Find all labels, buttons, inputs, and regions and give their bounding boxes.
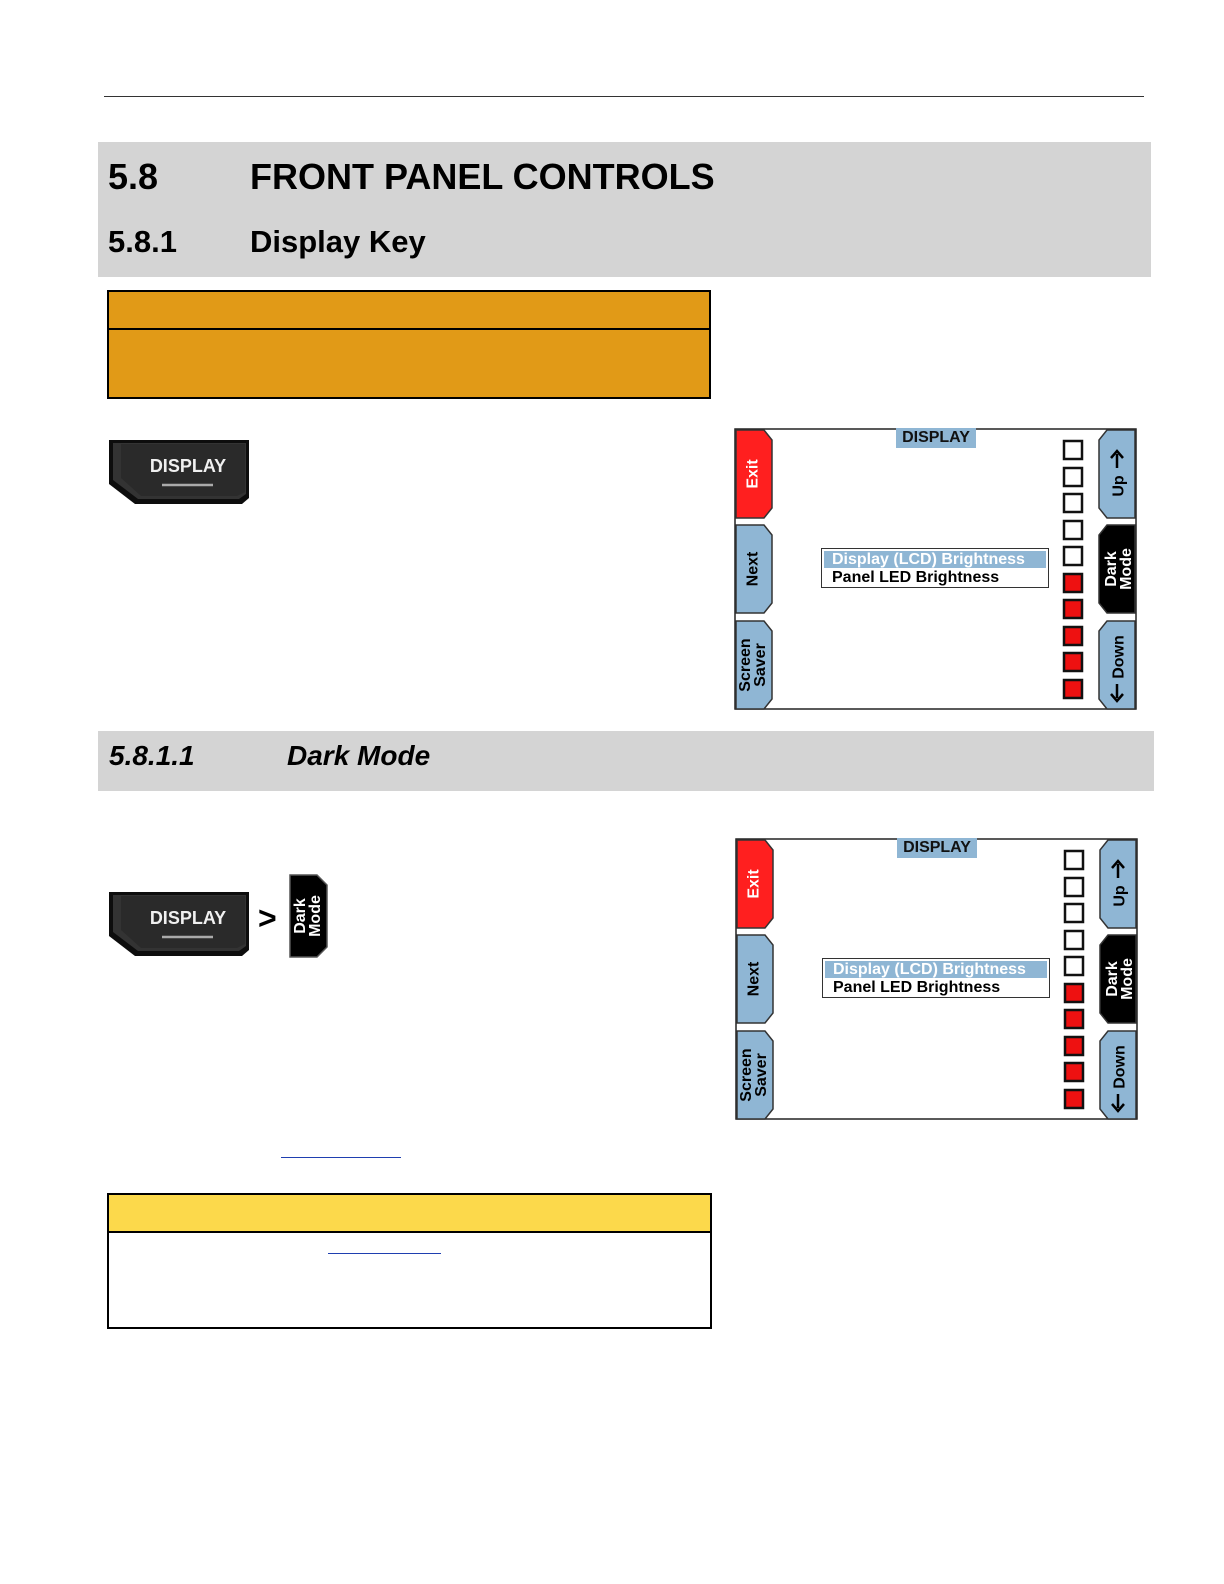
subsubsection-number: 5.8.1.1 — [109, 740, 195, 771]
exit-button[interactable]: Exit — [744, 459, 762, 489]
menu-item-panel-led-brightness[interactable]: Panel LED Brightness — [833, 979, 1001, 996]
subsubsection-title: Dark Mode — [287, 740, 431, 771]
menu-item-panel-led-brightness[interactable]: Panel LED Brightness — [832, 569, 1000, 586]
section-title: FRONT PANEL CONTROLS — [250, 156, 715, 197]
note-box-header — [109, 1195, 710, 1233]
dark-mode-key-label: Dark Mode — [292, 895, 324, 937]
lcd-screen-1 — [734, 428, 1137, 710]
sequence-separator: > — [258, 900, 277, 936]
hyperlink-underline-2[interactable] — [328, 1253, 441, 1254]
down-button[interactable]: Down — [1110, 635, 1128, 679]
down-button[interactable]: Down — [1111, 1045, 1129, 1089]
hyperlink-underline-1[interactable] — [281, 1157, 401, 1158]
subsection-title: Display Key — [250, 224, 426, 259]
screen-title: DISPLAY — [896, 428, 976, 448]
display-key-label: DISPLAY — [149, 456, 227, 476]
header-rule — [104, 96, 1144, 97]
dark-mode-button[interactable]: Dark Mode — [1103, 548, 1135, 590]
menu-item-lcd-brightness[interactable]: Display (LCD) Brightness — [825, 961, 1047, 978]
exit-button[interactable]: Exit — [745, 869, 763, 899]
dark-mode-key[interactable] — [289, 874, 329, 958]
display-key-button-2[interactable] — [107, 890, 252, 958]
note-box — [107, 1193, 712, 1329]
screen-title: DISPLAY — [897, 838, 977, 858]
dark-mode-button[interactable]: Dark Mode — [1104, 958, 1136, 1000]
brightness-menu — [821, 548, 1049, 588]
up-button[interactable]: Up — [1111, 885, 1129, 907]
section-header — [98, 142, 1151, 277]
next-button[interactable]: Next — [745, 961, 763, 997]
display-key-graphic — [107, 890, 252, 958]
section-number: 5.8 — [108, 156, 159, 197]
brightness-menu — [822, 958, 1050, 998]
menu-item-lcd-brightness[interactable]: Display (LCD) Brightness — [824, 551, 1046, 568]
caution-box-header — [109, 292, 709, 330]
next-button[interactable]: Next — [744, 551, 762, 587]
display-key-graphic — [107, 438, 252, 506]
up-button[interactable]: Up — [1110, 475, 1128, 497]
display-key-label: DISPLAY — [149, 908, 227, 928]
subsubsection-header — [98, 731, 1154, 791]
lcd-screen-2 — [735, 838, 1138, 1120]
screen-saver-button[interactable]: Screen Saver — [737, 638, 769, 692]
screen-saver-button[interactable]: Screen Saver — [738, 1048, 770, 1102]
subsection-number: 5.8.1 — [108, 224, 177, 259]
caution-box — [107, 290, 711, 399]
display-key-button[interactable] — [107, 438, 252, 506]
